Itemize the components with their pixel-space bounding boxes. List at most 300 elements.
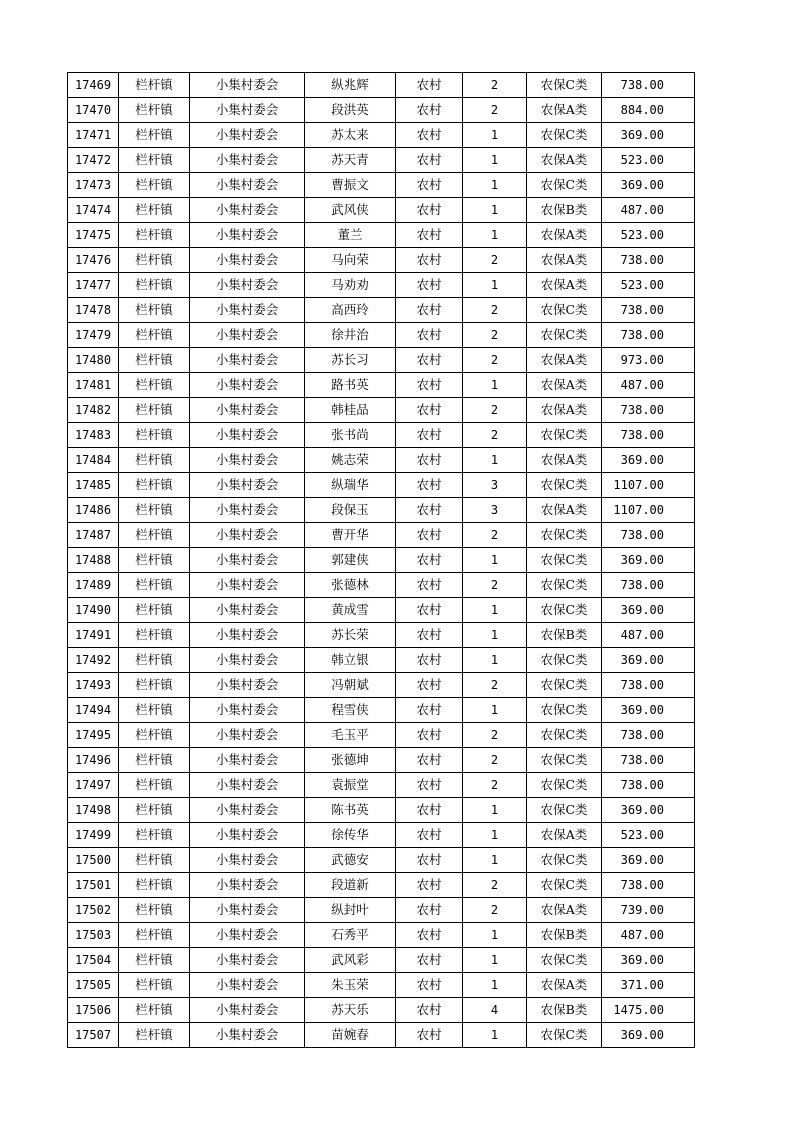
cell-town: 栏杆镇 <box>119 473 190 498</box>
cell-household-type: 农村 <box>396 348 463 373</box>
cell-amount: 369.00 <box>602 848 695 873</box>
cell-town: 栏杆镇 <box>119 673 190 698</box>
cell-person-count: 1 <box>463 948 527 973</box>
table-row <box>68 73 695 98</box>
cell-insurance-category: 农保A类 <box>527 898 602 923</box>
cell-insurance-category: 农保C类 <box>527 473 602 498</box>
cell-insurance-category: 农保B类 <box>527 198 602 223</box>
cell-village-committee: 小集村委会 <box>190 798 305 823</box>
cell-insurance-category: 农保B类 <box>527 923 602 948</box>
table-row <box>68 498 695 523</box>
cell-amount: 738.00 <box>602 873 695 898</box>
cell-person-name: 姚志荣 <box>305 448 396 473</box>
cell-person-count: 2 <box>463 773 527 798</box>
cell-village-committee: 小集村委会 <box>190 348 305 373</box>
cell-household-type: 农村 <box>396 998 463 1023</box>
cell-household-type: 农村 <box>396 73 463 98</box>
cell-amount: 487.00 <box>602 623 695 648</box>
cell-person-count: 1 <box>463 198 527 223</box>
cell-town: 栏杆镇 <box>119 598 190 623</box>
cell-insurance-category: 农保C类 <box>527 748 602 773</box>
table-row <box>68 673 695 698</box>
cell-village-committee: 小集村委会 <box>190 248 305 273</box>
cell-town: 栏杆镇 <box>119 648 190 673</box>
cell-village-committee: 小集村委会 <box>190 323 305 348</box>
cell-household-type: 农村 <box>396 373 463 398</box>
cell-village-committee: 小集村委会 <box>190 98 305 123</box>
cell-person-name: 冯朝斌 <box>305 673 396 698</box>
cell-village-committee: 小集村委会 <box>190 898 305 923</box>
cell-row-id: 17487 <box>68 523 119 548</box>
cell-household-type: 农村 <box>396 398 463 423</box>
cell-row-id: 17469 <box>68 73 119 98</box>
cell-row-id: 17474 <box>68 198 119 223</box>
cell-amount: 1475.00 <box>602 998 695 1023</box>
cell-person-count: 2 <box>463 98 527 123</box>
cell-person-count: 1 <box>463 848 527 873</box>
cell-person-count: 1 <box>463 148 527 173</box>
cell-household-type: 农村 <box>396 773 463 798</box>
cell-town: 栏杆镇 <box>119 498 190 523</box>
cell-row-id: 17505 <box>68 973 119 998</box>
table-row <box>68 173 695 198</box>
cell-village-committee: 小集村委会 <box>190 998 305 1023</box>
cell-town: 栏杆镇 <box>119 448 190 473</box>
cell-person-name: 马劝劝 <box>305 273 396 298</box>
cell-village-committee: 小集村委会 <box>190 423 305 448</box>
cell-insurance-category: 农保A类 <box>527 98 602 123</box>
benefit-table <box>67 72 695 1048</box>
table-row <box>68 298 695 323</box>
cell-insurance-category: 农保A类 <box>527 973 602 998</box>
cell-person-name: 徐井治 <box>305 323 396 348</box>
cell-village-committee: 小集村委会 <box>190 398 305 423</box>
cell-household-type: 农村 <box>396 748 463 773</box>
cell-insurance-category: 农保A类 <box>527 273 602 298</box>
cell-town: 栏杆镇 <box>119 848 190 873</box>
table-row <box>68 448 695 473</box>
cell-town: 栏杆镇 <box>119 548 190 573</box>
cell-household-type: 农村 <box>396 948 463 973</box>
cell-person-count: 1 <box>463 923 527 948</box>
cell-household-type: 农村 <box>396 798 463 823</box>
cell-insurance-category: 农保C类 <box>527 298 602 323</box>
cell-row-id: 17504 <box>68 948 119 973</box>
cell-person-count: 1 <box>463 273 527 298</box>
cell-row-id: 17486 <box>68 498 119 523</box>
cell-person-count: 3 <box>463 498 527 523</box>
cell-insurance-category: 农保A类 <box>527 448 602 473</box>
cell-town: 栏杆镇 <box>119 898 190 923</box>
cell-household-type: 农村 <box>396 98 463 123</box>
cell-village-committee: 小集村委会 <box>190 673 305 698</box>
cell-person-name: 张德林 <box>305 573 396 598</box>
table-row <box>68 923 695 948</box>
cell-household-type: 农村 <box>396 198 463 223</box>
cell-amount: 738.00 <box>602 423 695 448</box>
cell-village-committee: 小集村委会 <box>190 873 305 898</box>
table-row <box>68 948 695 973</box>
cell-row-id: 17502 <box>68 898 119 923</box>
cell-person-count: 2 <box>463 873 527 898</box>
table-row <box>68 398 695 423</box>
cell-person-count: 2 <box>463 898 527 923</box>
cell-town: 栏杆镇 <box>119 998 190 1023</box>
cell-row-id: 17481 <box>68 373 119 398</box>
cell-town: 栏杆镇 <box>119 123 190 148</box>
cell-person-name: 程雪侠 <box>305 698 396 723</box>
cell-amount: 738.00 <box>602 673 695 698</box>
cell-person-name: 路书英 <box>305 373 396 398</box>
cell-household-type: 农村 <box>396 723 463 748</box>
cell-village-committee: 小集村委会 <box>190 823 305 848</box>
cell-person-name: 徐传华 <box>305 823 396 848</box>
cell-town: 栏杆镇 <box>119 1023 190 1048</box>
cell-insurance-category: 农保C类 <box>527 698 602 723</box>
cell-household-type: 农村 <box>396 923 463 948</box>
table-row <box>68 123 695 148</box>
cell-row-id: 17489 <box>68 573 119 598</box>
cell-village-committee: 小集村委会 <box>190 748 305 773</box>
cell-person-name: 苏天乐 <box>305 998 396 1023</box>
cell-household-type: 农村 <box>396 148 463 173</box>
cell-person-name: 张书尚 <box>305 423 396 448</box>
cell-amount: 738.00 <box>602 323 695 348</box>
cell-household-type: 农村 <box>396 648 463 673</box>
cell-amount: 369.00 <box>602 698 695 723</box>
cell-town: 栏杆镇 <box>119 298 190 323</box>
cell-village-committee: 小集村委会 <box>190 298 305 323</box>
cell-town: 栏杆镇 <box>119 773 190 798</box>
cell-amount: 973.00 <box>602 348 695 373</box>
table-row <box>68 848 695 873</box>
cell-person-name: 苏太来 <box>305 123 396 148</box>
table-row <box>68 623 695 648</box>
cell-insurance-category: 农保C类 <box>527 873 602 898</box>
cell-household-type: 农村 <box>396 173 463 198</box>
cell-amount: 523.00 <box>602 148 695 173</box>
cell-amount: 523.00 <box>602 223 695 248</box>
cell-person-name: 朱玉荣 <box>305 973 396 998</box>
cell-person-name: 黄成雪 <box>305 598 396 623</box>
table-row <box>68 523 695 548</box>
cell-village-committee: 小集村委会 <box>190 448 305 473</box>
cell-person-count: 1 <box>463 973 527 998</box>
cell-person-name: 武风侠 <box>305 198 396 223</box>
cell-village-committee: 小集村委会 <box>190 498 305 523</box>
table-row <box>68 998 695 1023</box>
table-row <box>68 348 695 373</box>
cell-amount: 1107.00 <box>602 473 695 498</box>
cell-village-committee: 小集村委会 <box>190 548 305 573</box>
cell-town: 栏杆镇 <box>119 423 190 448</box>
cell-village-committee: 小集村委会 <box>190 573 305 598</box>
cell-amount: 523.00 <box>602 823 695 848</box>
cell-person-name: 曹开华 <box>305 523 396 548</box>
cell-household-type: 农村 <box>396 448 463 473</box>
table-row <box>68 323 695 348</box>
table-row <box>68 373 695 398</box>
cell-amount: 369.00 <box>602 173 695 198</box>
cell-row-id: 17495 <box>68 723 119 748</box>
cell-person-count: 2 <box>463 523 527 548</box>
cell-person-name: 苗婉春 <box>305 1023 396 1048</box>
table-row <box>68 823 695 848</box>
cell-person-name: 武风彩 <box>305 948 396 973</box>
cell-amount: 738.00 <box>602 748 695 773</box>
cell-person-count: 1 <box>463 448 527 473</box>
cell-row-id: 17483 <box>68 423 119 448</box>
cell-person-count: 2 <box>463 73 527 98</box>
cell-amount: 523.00 <box>602 273 695 298</box>
cell-person-count: 2 <box>463 723 527 748</box>
cell-row-id: 17501 <box>68 873 119 898</box>
cell-village-committee: 小集村委会 <box>190 123 305 148</box>
cell-insurance-category: 农保C类 <box>527 323 602 348</box>
cell-household-type: 农村 <box>396 223 463 248</box>
cell-household-type: 农村 <box>396 823 463 848</box>
cell-row-id: 17503 <box>68 923 119 948</box>
cell-row-id: 17475 <box>68 223 119 248</box>
cell-person-name: 苏长习 <box>305 348 396 373</box>
table-row <box>68 598 695 623</box>
cell-person-name: 段保玉 <box>305 498 396 523</box>
cell-amount: 369.00 <box>602 648 695 673</box>
cell-person-name: 纵兆辉 <box>305 73 396 98</box>
cell-household-type: 农村 <box>396 548 463 573</box>
cell-person-name: 郭建侠 <box>305 548 396 573</box>
cell-town: 栏杆镇 <box>119 148 190 173</box>
cell-village-committee: 小集村委会 <box>190 373 305 398</box>
cell-village-committee: 小集村委会 <box>190 648 305 673</box>
cell-person-count: 1 <box>463 623 527 648</box>
cell-household-type: 农村 <box>396 973 463 998</box>
cell-row-id: 17472 <box>68 148 119 173</box>
table-row <box>68 873 695 898</box>
cell-row-id: 17496 <box>68 748 119 773</box>
cell-person-name: 韩桂品 <box>305 398 396 423</box>
cell-row-id: 17491 <box>68 623 119 648</box>
cell-village-committee: 小集村委会 <box>190 598 305 623</box>
cell-person-name: 纵封叶 <box>305 898 396 923</box>
cell-person-name: 段道新 <box>305 873 396 898</box>
cell-insurance-category: 农保C类 <box>527 773 602 798</box>
cell-amount: 738.00 <box>602 573 695 598</box>
cell-town: 栏杆镇 <box>119 748 190 773</box>
cell-village-committee: 小集村委会 <box>190 198 305 223</box>
cell-person-name: 张德坤 <box>305 748 396 773</box>
cell-row-id: 17471 <box>68 123 119 148</box>
cell-village-committee: 小集村委会 <box>190 773 305 798</box>
cell-amount: 371.00 <box>602 973 695 998</box>
table-row <box>68 98 695 123</box>
cell-household-type: 农村 <box>396 873 463 898</box>
cell-insurance-category: 农保A类 <box>527 148 602 173</box>
cell-village-committee: 小集村委会 <box>190 973 305 998</box>
cell-town: 栏杆镇 <box>119 923 190 948</box>
cell-household-type: 农村 <box>396 673 463 698</box>
cell-person-count: 2 <box>463 748 527 773</box>
cell-person-count: 1 <box>463 698 527 723</box>
cell-person-count: 2 <box>463 673 527 698</box>
cell-insurance-category: 农保C类 <box>527 598 602 623</box>
table-row <box>68 148 695 173</box>
cell-town: 栏杆镇 <box>119 98 190 123</box>
cell-row-id: 17478 <box>68 298 119 323</box>
cell-town: 栏杆镇 <box>119 973 190 998</box>
cell-row-id: 17506 <box>68 998 119 1023</box>
cell-insurance-category: 农保A类 <box>527 348 602 373</box>
cell-household-type: 农村 <box>396 598 463 623</box>
cell-town: 栏杆镇 <box>119 523 190 548</box>
table-row <box>68 223 695 248</box>
cell-insurance-category: 农保C类 <box>527 523 602 548</box>
cell-amount: 369.00 <box>602 548 695 573</box>
cell-row-id: 17477 <box>68 273 119 298</box>
cell-insurance-category: 农保C类 <box>527 723 602 748</box>
cell-household-type: 农村 <box>396 123 463 148</box>
cell-row-id: 17493 <box>68 673 119 698</box>
cell-village-committee: 小集村委会 <box>190 523 305 548</box>
table-row <box>68 198 695 223</box>
cell-row-id: 17479 <box>68 323 119 348</box>
cell-row-id: 17498 <box>68 798 119 823</box>
cell-amount: 487.00 <box>602 373 695 398</box>
cell-amount: 487.00 <box>602 198 695 223</box>
cell-town: 栏杆镇 <box>119 823 190 848</box>
cell-town: 栏杆镇 <box>119 198 190 223</box>
cell-person-count: 1 <box>463 123 527 148</box>
cell-person-name: 马向荣 <box>305 248 396 273</box>
table-row <box>68 648 695 673</box>
cell-town: 栏杆镇 <box>119 273 190 298</box>
cell-insurance-category: 农保C类 <box>527 423 602 448</box>
cell-amount: 369.00 <box>602 1023 695 1048</box>
cell-village-committee: 小集村委会 <box>190 273 305 298</box>
cell-amount: 738.00 <box>602 248 695 273</box>
cell-row-id: 17497 <box>68 773 119 798</box>
cell-person-count: 2 <box>463 348 527 373</box>
cell-household-type: 农村 <box>396 248 463 273</box>
cell-village-committee: 小集村委会 <box>190 223 305 248</box>
cell-household-type: 农村 <box>396 273 463 298</box>
table-row <box>68 548 695 573</box>
cell-village-committee: 小集村委会 <box>190 623 305 648</box>
table-row <box>68 1023 695 1048</box>
cell-amount: 1107.00 <box>602 498 695 523</box>
cell-amount: 369.00 <box>602 798 695 823</box>
cell-household-type: 农村 <box>396 473 463 498</box>
cell-household-type: 农村 <box>396 698 463 723</box>
cell-village-committee: 小集村委会 <box>190 723 305 748</box>
cell-town: 栏杆镇 <box>119 798 190 823</box>
cell-row-id: 17482 <box>68 398 119 423</box>
cell-person-count: 1 <box>463 1023 527 1048</box>
cell-insurance-category: 农保B类 <box>527 623 602 648</box>
cell-person-name: 毛玉平 <box>305 723 396 748</box>
cell-person-name: 曹振文 <box>305 173 396 198</box>
cell-household-type: 农村 <box>396 623 463 648</box>
cell-insurance-category: 农保C类 <box>527 673 602 698</box>
cell-town: 栏杆镇 <box>119 948 190 973</box>
cell-insurance-category: 农保A类 <box>527 823 602 848</box>
cell-row-id: 17494 <box>68 698 119 723</box>
cell-village-committee: 小集村委会 <box>190 948 305 973</box>
cell-insurance-category: 农保B类 <box>527 998 602 1023</box>
cell-amount: 884.00 <box>602 98 695 123</box>
cell-amount: 738.00 <box>602 73 695 98</box>
cell-amount: 369.00 <box>602 948 695 973</box>
table-row <box>68 273 695 298</box>
cell-row-id: 17484 <box>68 448 119 473</box>
cell-household-type: 农村 <box>396 898 463 923</box>
cell-person-count: 1 <box>463 823 527 848</box>
cell-household-type: 农村 <box>396 1023 463 1048</box>
cell-insurance-category: 农保C类 <box>527 548 602 573</box>
cell-person-count: 1 <box>463 548 527 573</box>
cell-person-count: 4 <box>463 998 527 1023</box>
table-row <box>68 973 695 998</box>
cell-insurance-category: 农保C类 <box>527 173 602 198</box>
cell-row-id: 17485 <box>68 473 119 498</box>
cell-person-name: 纵瑞华 <box>305 473 396 498</box>
table-row <box>68 698 695 723</box>
cell-town: 栏杆镇 <box>119 223 190 248</box>
cell-row-id: 17470 <box>68 98 119 123</box>
cell-person-count: 1 <box>463 173 527 198</box>
cell-household-type: 农村 <box>396 498 463 523</box>
cell-person-name: 高西玲 <box>305 298 396 323</box>
cell-town: 栏杆镇 <box>119 723 190 748</box>
cell-row-id: 17492 <box>68 648 119 673</box>
cell-village-committee: 小集村委会 <box>190 848 305 873</box>
cell-row-id: 17499 <box>68 823 119 848</box>
cell-person-count: 2 <box>463 573 527 598</box>
cell-village-committee: 小集村委会 <box>190 173 305 198</box>
cell-person-count: 1 <box>463 373 527 398</box>
cell-town: 栏杆镇 <box>119 623 190 648</box>
cell-amount: 738.00 <box>602 723 695 748</box>
cell-town: 栏杆镇 <box>119 248 190 273</box>
cell-row-id: 17488 <box>68 548 119 573</box>
cell-person-name: 苏长荣 <box>305 623 396 648</box>
cell-village-committee: 小集村委会 <box>190 1023 305 1048</box>
cell-person-count: 2 <box>463 298 527 323</box>
cell-town: 栏杆镇 <box>119 698 190 723</box>
cell-person-count: 3 <box>463 473 527 498</box>
cell-village-committee: 小集村委会 <box>190 698 305 723</box>
cell-amount: 369.00 <box>602 598 695 623</box>
table-row <box>68 723 695 748</box>
table-row <box>68 898 695 923</box>
table-body <box>68 73 695 1048</box>
cell-row-id: 17473 <box>68 173 119 198</box>
cell-person-name: 苏天青 <box>305 148 396 173</box>
cell-insurance-category: 农保A类 <box>527 248 602 273</box>
cell-person-name: 董兰 <box>305 223 396 248</box>
cell-person-name: 武德安 <box>305 848 396 873</box>
cell-village-committee: 小集村委会 <box>190 73 305 98</box>
cell-amount: 738.00 <box>602 773 695 798</box>
cell-person-name: 段洪英 <box>305 98 396 123</box>
table-row <box>68 798 695 823</box>
cell-row-id: 17490 <box>68 598 119 623</box>
cell-amount: 738.00 <box>602 523 695 548</box>
cell-town: 栏杆镇 <box>119 73 190 98</box>
cell-person-count: 2 <box>463 248 527 273</box>
cell-town: 栏杆镇 <box>119 573 190 598</box>
cell-person-count: 1 <box>463 648 527 673</box>
